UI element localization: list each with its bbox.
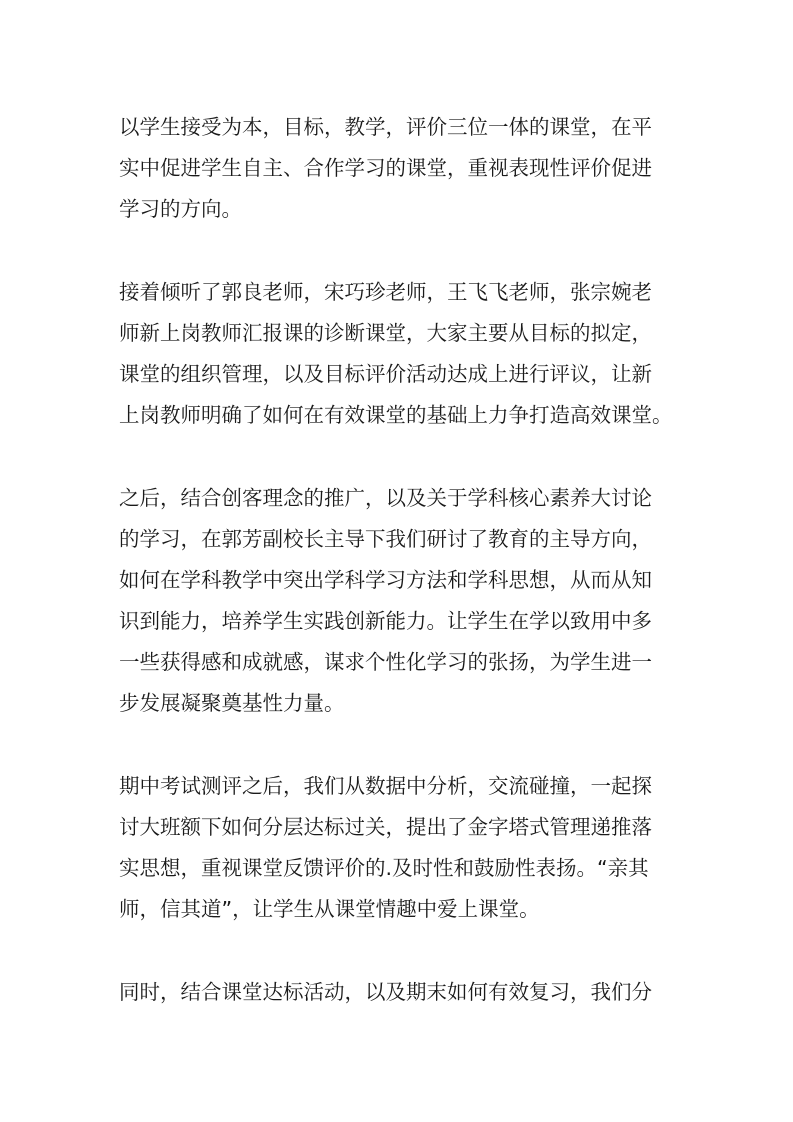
paragraph-4-line-3: 实思想，重视课堂反馈评价的.及时性和鼓励性表扬。“亲其: [119, 856, 649, 880]
paragraph-1-line-3: 学习的方向。: [119, 197, 242, 221]
paragraph-1-line-2: 实中促进学生自主、合作学习的课堂，重视表现性评价促进: [119, 156, 652, 180]
paragraph-3-line-1: 之后，结合创客理念的推广，以及关于学科核心素养大讨论: [119, 486, 652, 510]
paragraph-5-line-1: 同时，结合课堂达标活动，以及期末如何有效复习，我们分: [119, 980, 652, 1004]
paragraph-3-line-6: 步发展凝聚奠基性力量。: [119, 691, 345, 715]
paragraph-2-line-3: 课堂的组织管理，以及目标评价活动达成上进行评议，让新: [119, 362, 652, 386]
paragraph-4-line-1: 期中考试测评之后，我们从数据中分析，交流碰撞，一起探: [119, 774, 652, 798]
paragraph-2-line-4: 上岗教师明确了如何在有效课堂的基础上力争打造高效课堂。: [119, 403, 673, 427]
paragraph-2-line-2: 师新上岗教师汇报课的诊断课堂，大家主要从目标的拟定，: [119, 321, 652, 345]
paragraph-3-line-2: 的学习，在郭芳副校长主导下我们研讨了教育的主导方向，: [119, 527, 652, 551]
paragraph-4-line-4: 师，信其道”，让学生从课堂情趣中爱上课堂。: [119, 897, 540, 921]
paragraph-1-line-1: 以学生接受为本，目标，教学，评价三位一体的课堂，在平: [119, 115, 652, 139]
paragraph-3-line-5: 一些获得感和成就感，谋求个性化学习的张扬，为学生进一: [119, 650, 652, 674]
paragraph-4-line-2: 讨大班额下如何分层达标过关，提出了金字塔式管理递推落: [119, 815, 652, 839]
paragraph-3-line-3: 如何在学科教学中突出学科学习方法和学科思想，从而从知: [119, 568, 652, 592]
paragraph-2-line-1: 接着倾听了郭良老师，宋巧珍老师，王飞飞老师，张宗婉老: [119, 280, 652, 304]
paragraph-3-line-4: 识到能力，培养学生实践创新能力。让学生在学以致用中多: [119, 609, 652, 633]
